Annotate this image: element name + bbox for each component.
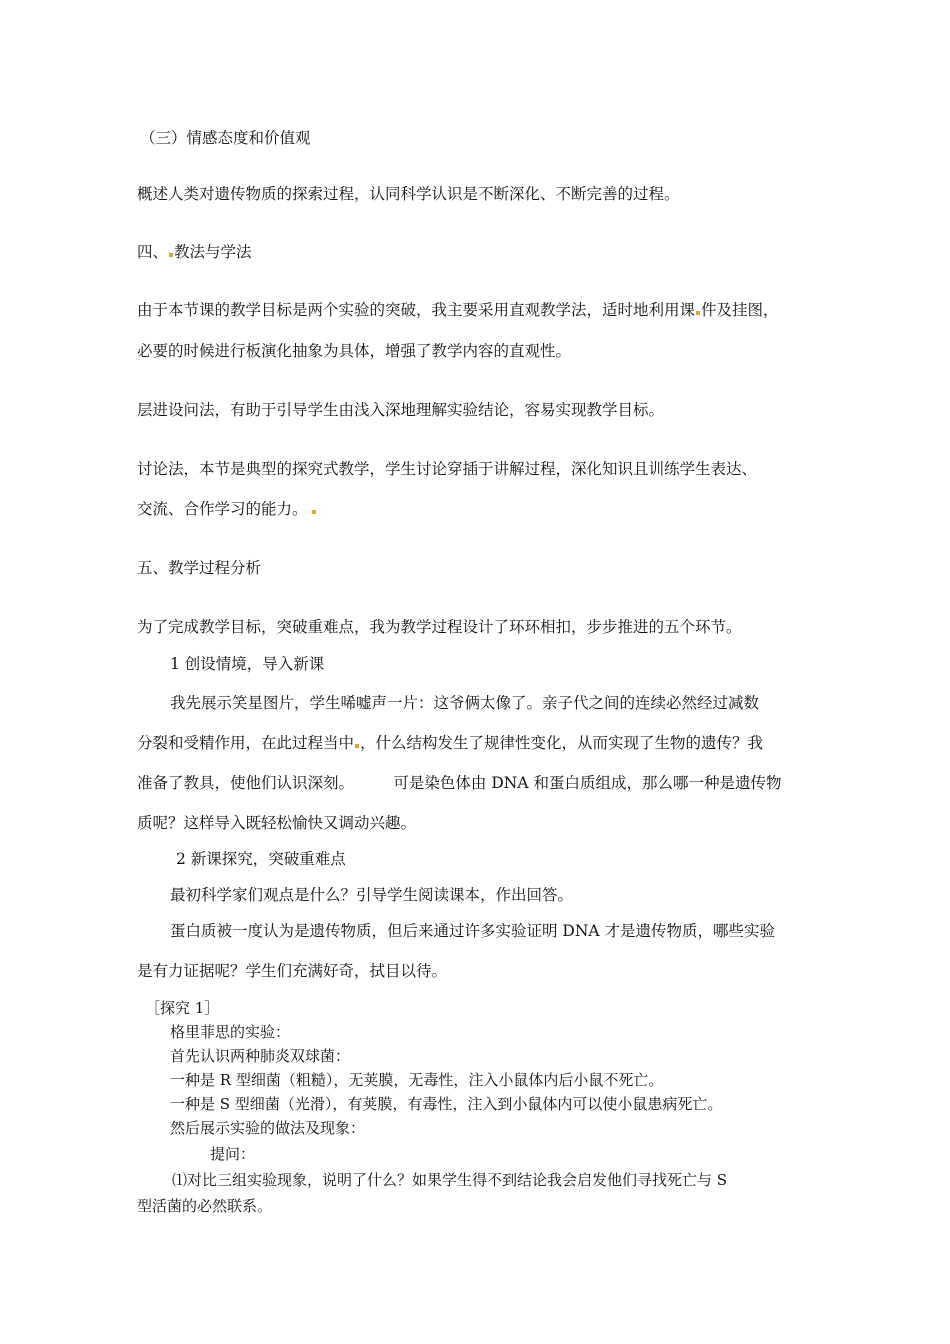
text-run: 分裂和受精作用，在此过程当中 [137, 734, 355, 752]
step1-title: 1 创设情境，导入新课 [170, 655, 325, 673]
text-run: 件及挂图， [701, 301, 779, 319]
paragraph-process-intro: 为了完成教学目标，突破重难点，我为教学过程设计了环环相扣，步步推进的五个环节。 [137, 618, 742, 636]
explore-line5: 然后展示实验的做法及现象： [170, 1119, 366, 1137]
artifact-dot [312, 510, 316, 514]
explore-tag: ［探究 1］ [145, 999, 220, 1017]
section-heading-attitude: （三）情感态度和价值观 [140, 129, 311, 147]
paragraph-methods-line1 [137, 300, 779, 320]
paragraph-questioning: 层进设问法，有助于引导学生由浅入深地理解实验结论，容易实现教学目标。 [137, 401, 665, 419]
artifact-dot [696, 311, 700, 315]
step1-line3: 准备了教具，使他们认识深刻。 可是染色体由 DNA 和蛋白质组成，那么哪一种是遗传物 [137, 774, 782, 792]
step2-title: 2 新课探究，突破重难点 [176, 850, 346, 868]
explore-line4: 一种是 S 型细菌（光滑），有荚膜，有毒性，注入到小鼠体内可以使小鼠患病死亡。 [170, 1095, 723, 1113]
paragraph-discussion-line1: 讨论法，本节是典型的探究式教学，学生讨论穿插于讲解过程，深化知识且训练学生表达、 [137, 460, 758, 478]
explore-line8: 型活菌的必然联系。 [137, 1197, 273, 1215]
explore-line6: 提问： [210, 1145, 256, 1163]
heading-number: 四、 [137, 243, 169, 261]
step2-line3: 是有力证据呢？学生们充满好奇，拭目以待。 [137, 962, 448, 980]
paragraph-methods-line2: 必要的时候进行板演化抽象为具体，增强了教学内容的直观性。 [137, 342, 572, 360]
artifact-dot [169, 253, 173, 257]
step2-line2: 蛋白质被一度认为是遗传物质，但后来通过许多实验证明 DNA 才是遗传物质，哪些实验 [170, 922, 776, 940]
step1-line1: 我先展示笑星图片，学生唏嘘声一片：这爷俩太像了。亲子代之间的连续必然经过减数 [170, 694, 760, 712]
text-run: 交流、合作学习的能力。 [137, 500, 308, 518]
text-run: ，什么结构发生了规律性变化，从而实现了生物的遗传？我 [360, 734, 764, 752]
artifact-dot [355, 744, 359, 748]
explore-line1: 格里菲思的实验： [170, 1023, 291, 1041]
step1-line4: 质呢？这样导入既轻松愉快又调动兴趣。 [137, 814, 417, 832]
section-heading-methods [137, 242, 252, 262]
text-run: 由于本节课的教学目标是两个实验的突破，我主要采用直观教学法，适时地利用课 [137, 301, 696, 319]
paragraph-discussion-line2 [137, 499, 317, 519]
explore-line7: ⑴对比三组实验现象，说明了什么？如果学生得不到结论我会启发他们寻找死亡与 S [172, 1171, 728, 1189]
step2-line1: 最初科学家们观点是什么？引导学生阅读课本，作出回答。 [170, 886, 574, 904]
explore-line3: 一种是 R 型细菌（粗糙），无荚膜，无毒性，注入小鼠体内后小鼠不死亡。 [170, 1071, 664, 1089]
section-heading-process: 五、教学过程分析 [137, 559, 262, 577]
paragraph-attitude: 概述人类对遗传物质的探索过程，认同科学认识是不断深化、不断完善的过程。 [137, 185, 680, 203]
heading-text: 教法与学法 [174, 243, 252, 261]
step1-line2 [137, 733, 763, 753]
explore-line2: 首先认识两种肺炎双球菌： [170, 1047, 351, 1065]
